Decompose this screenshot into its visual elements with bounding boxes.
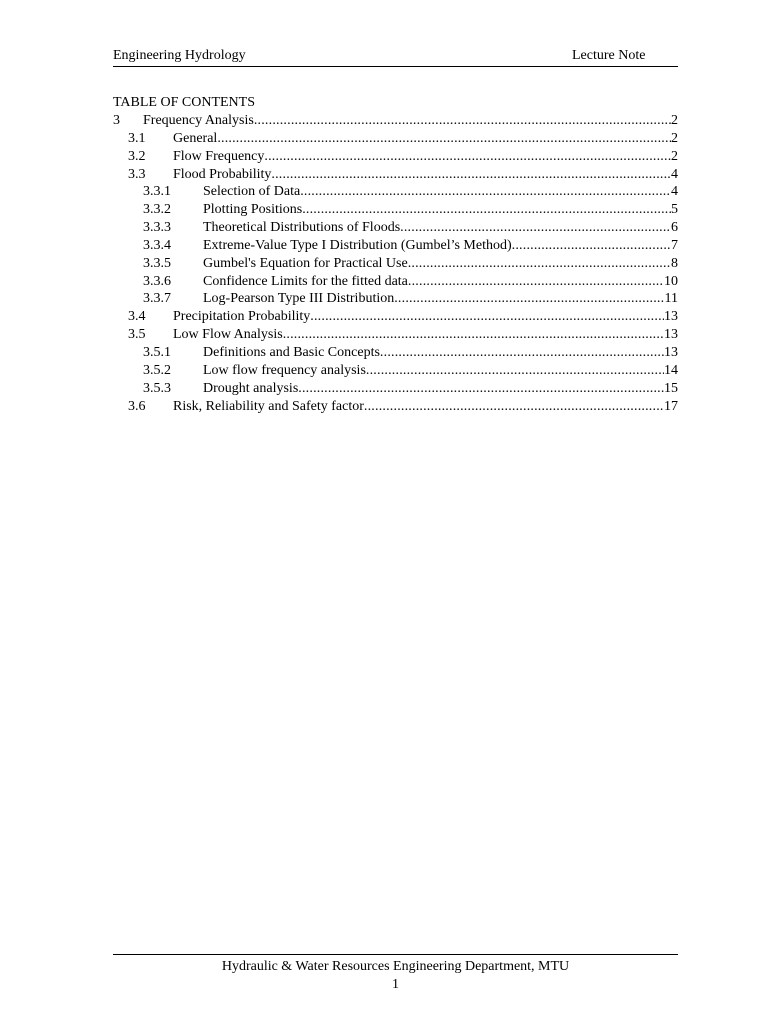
header-document-type: Lecture Note <box>572 48 646 63</box>
toc-entry-link[interactable] <box>203 362 678 380</box>
toc-entry-page: 13 <box>664 327 678 343</box>
toc-entry[interactable] <box>113 255 678 273</box>
toc-entry-title: General <box>173 130 218 146</box>
toc-entry-number: 3.3.1 <box>143 184 171 200</box>
toc-entry-title: Gumbel's Equation for Practical Use <box>203 255 408 271</box>
toc-entry-link[interactable] <box>173 398 678 416</box>
toc-entry-number: 3.3.4 <box>143 237 171 253</box>
toc-entry[interactable] <box>113 237 678 255</box>
toc-dot-leader <box>264 148 671 166</box>
toc-entry-title: Confidence Limits for the fitted data <box>203 273 408 289</box>
toc-entry-number: 3.3.2 <box>143 202 171 218</box>
toc-entry-link[interactable] <box>203 344 678 362</box>
toc-dot-leader <box>366 362 664 380</box>
toc-dot-leader <box>298 380 664 398</box>
toc-entry[interactable] <box>113 308 678 326</box>
toc-entry-link[interactable] <box>203 237 678 255</box>
toc-entry[interactable] <box>113 219 678 237</box>
toc-entry-title: Log-Pearson Type III Distribution <box>203 291 395 307</box>
toc-entry[interactable] <box>113 112 678 130</box>
toc-entry-page: 6 <box>671 220 678 236</box>
toc-entry-number: 3.5.3 <box>143 380 171 396</box>
toc-entry-title: Theoretical Distributions of Floods <box>203 220 401 236</box>
toc-entry-link[interactable] <box>203 380 678 398</box>
toc-dot-leader <box>217 130 671 148</box>
toc-entry-number: 3.6 <box>128 398 146 414</box>
toc-entry-title: Definitions and Basic Concepts <box>203 344 380 360</box>
toc-entry-link[interactable] <box>173 166 678 184</box>
toc-entry-title: Low flow frequency analysis <box>203 362 366 378</box>
toc-entry-link[interactable] <box>203 219 678 237</box>
footer-department: Hydraulic & Water Resources Engineering Department, MTU <box>221 959 570 974</box>
toc-dot-leader <box>400 219 671 237</box>
toc-dot-leader <box>302 201 671 219</box>
toc-entry-title: Flow Frequency <box>173 148 265 164</box>
toc-entry-number: 3.3.6 <box>143 273 171 289</box>
toc-entry-title: Precipitation Probability <box>173 309 311 325</box>
toc-entry-title: Selection of Data <box>203 184 301 200</box>
toc-entry-number: 3.5.2 <box>143 362 171 378</box>
toc-entry-title: Frequency Analysis <box>143 113 254 128</box>
toc-entry-title: Low Flow Analysis <box>173 327 283 343</box>
toc-dot-leader <box>300 183 671 201</box>
toc-entry-page: 4 <box>671 166 678 182</box>
toc-entry-number: 3.2 <box>128 148 146 164</box>
toc-entry-title: Flood Probability <box>173 166 272 182</box>
toc-dot-leader <box>380 344 664 362</box>
toc-dot-leader <box>310 308 664 326</box>
toc-entry-link[interactable] <box>143 112 678 130</box>
toc-entry-link[interactable] <box>203 183 678 201</box>
toc-dot-leader <box>364 398 664 416</box>
toc-dot-leader <box>394 290 664 308</box>
toc-entry[interactable] <box>113 290 678 308</box>
toc-entry-title: Plotting Positions <box>203 202 303 218</box>
toc-entry-page: 10 <box>664 273 678 289</box>
toc-entry-number: 3.5 <box>128 327 146 343</box>
page-footer <box>113 954 678 994</box>
toc-entry-page: 5 <box>671 202 678 218</box>
toc-entry-page: 13 <box>664 344 678 360</box>
toc-entry-title: Risk, Reliability and Safety factor <box>173 398 364 414</box>
toc-entry-page: 2 <box>671 113 678 128</box>
toc-entry-title: Extreme-Value Type I Distribution (Gumbel’s Method) <box>203 237 512 253</box>
table-of-contents <box>113 112 678 415</box>
toc-entry[interactable] <box>113 362 678 380</box>
toc-entry-page: 11 <box>664 291 678 307</box>
toc-entry-page: 2 <box>671 148 678 164</box>
toc-entry-number: 3 <box>113 113 120 128</box>
toc-entry[interactable] <box>113 344 678 362</box>
header-course-title: Engineering Hydrology <box>113 48 246 63</box>
toc-entry-number: 3.3.3 <box>143 220 171 236</box>
toc-entry-link[interactable] <box>203 273 678 291</box>
toc-entry-page: 8 <box>671 255 678 271</box>
toc-entry-link[interactable] <box>173 148 678 166</box>
toc-entry-page: 17 <box>664 398 678 414</box>
toc-entry-link[interactable] <box>173 130 678 148</box>
toc-entry[interactable] <box>113 326 678 344</box>
toc-dot-leader <box>408 255 671 273</box>
toc-entry[interactable] <box>113 273 678 291</box>
toc-entry-link[interactable] <box>173 326 678 344</box>
page-number: 1 <box>392 977 399 992</box>
toc-entry-page: 2 <box>671 130 678 146</box>
toc-entry-page: 13 <box>664 309 678 325</box>
toc-entry-link[interactable] <box>203 255 678 273</box>
toc-entry-link[interactable] <box>173 308 678 326</box>
toc-heading: TABLE OF CONTENTS <box>113 95 255 110</box>
toc-dot-leader <box>408 273 664 291</box>
toc-entry-title: Drought analysis <box>203 380 299 396</box>
toc-entry[interactable] <box>113 398 678 416</box>
toc-dot-leader <box>271 166 671 184</box>
toc-entry-number: 3.3 <box>128 166 146 182</box>
toc-entry-number: 3.1 <box>128 130 146 146</box>
toc-entry[interactable] <box>113 148 678 166</box>
toc-entry-number: 3.5.1 <box>143 344 171 360</box>
toc-entry-link[interactable] <box>203 201 678 219</box>
toc-entry[interactable] <box>113 130 678 148</box>
toc-entry[interactable] <box>113 183 678 201</box>
toc-dot-leader <box>512 237 671 255</box>
toc-entry-page: 7 <box>671 237 678 253</box>
toc-entry-page: 15 <box>664 380 678 396</box>
page-header <box>113 47 678 67</box>
toc-entry[interactable] <box>113 166 678 184</box>
toc-dot-leader <box>283 326 664 344</box>
toc-entry-page: 4 <box>671 184 678 200</box>
toc-entry-number: 3.3.5 <box>143 255 171 271</box>
toc-entry-page: 14 <box>664 362 678 378</box>
toc-entry-link[interactable] <box>203 290 678 308</box>
toc-dot-leader <box>254 112 671 130</box>
toc-entry-number: 3.3.7 <box>143 291 171 307</box>
toc-entry-number: 3.4 <box>128 309 146 325</box>
toc-entry[interactable] <box>113 380 678 398</box>
toc-entry[interactable] <box>113 201 678 219</box>
